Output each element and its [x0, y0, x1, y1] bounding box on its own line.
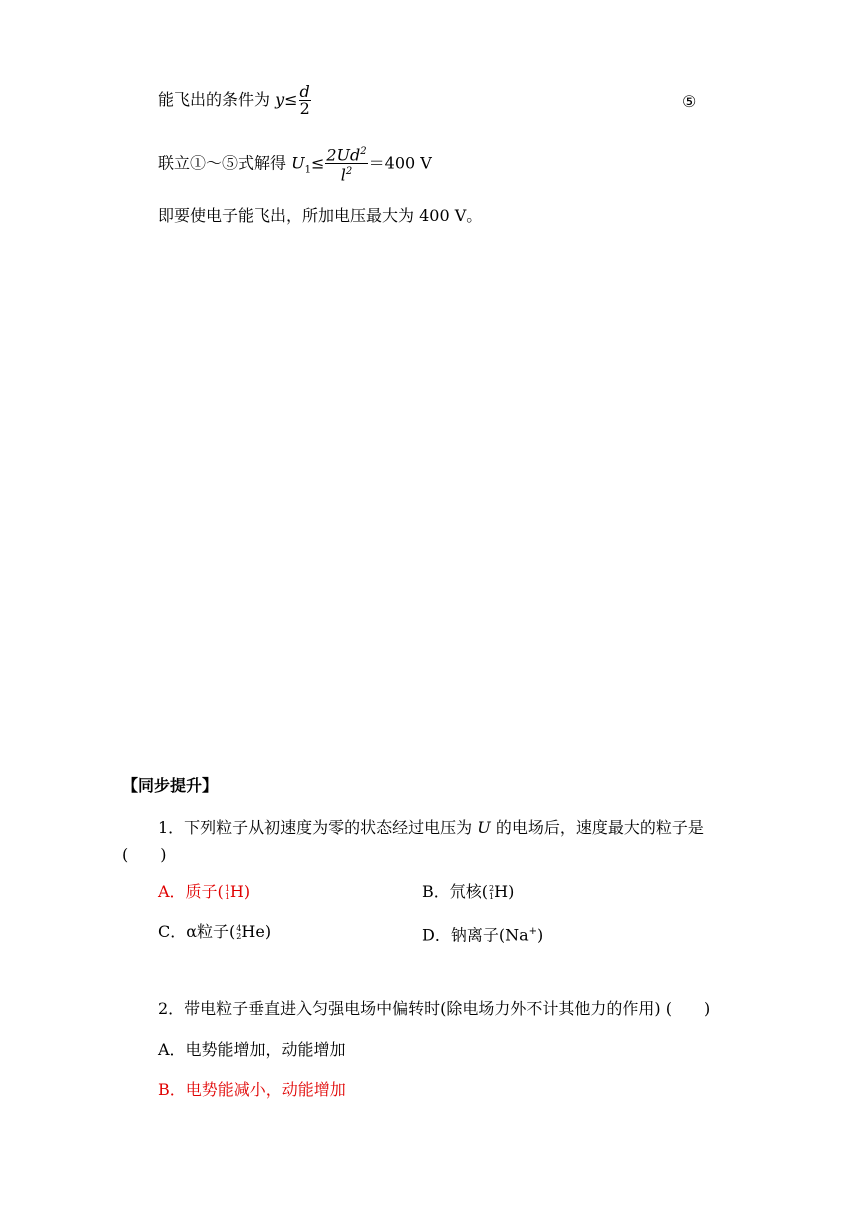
option-d-text: D．钠离子(Na: [422, 925, 529, 945]
atomic-number: 1: [224, 891, 230, 901]
condition-fraction: [299, 84, 311, 117]
ion-charge: +: [528, 926, 538, 937]
q1-stem-variable: U: [477, 818, 491, 837]
option-d-suffix: ): [537, 925, 544, 945]
combine-fraction: [325, 144, 367, 184]
combine-operator: ≤: [310, 153, 325, 173]
option-c-symbol: He): [241, 922, 272, 941]
combine-subscript: 1: [304, 164, 311, 176]
section-title: 【同步提升】: [122, 776, 219, 795]
condition-variable: y: [275, 90, 285, 109]
atomic-number: 1: [489, 891, 495, 901]
combine-line: [158, 144, 432, 184]
q1-option-a[interactable]: [158, 882, 250, 902]
q1-option-c[interactable]: [158, 922, 271, 942]
condition-line: [158, 84, 312, 117]
mass-number: 1: [224, 883, 230, 893]
option-b-text: B．氘核(: [422, 882, 489, 901]
q2-option-a[interactable]: A．电势能增加，动能增加: [158, 1040, 346, 1059]
fraction-denominator: [325, 164, 367, 183]
denominator-exponent: 2: [345, 166, 353, 178]
mass-number: 2: [489, 883, 495, 893]
q1-option-b[interactable]: [422, 882, 514, 902]
combine-variable: U: [291, 153, 305, 173]
denominator-text: l: [340, 165, 346, 185]
combine-result: ＝400 V: [368, 153, 432, 173]
conclusion-line: 即要使电子能飞出，所加电压最大为 400 V。: [158, 206, 483, 225]
numerator-exponent: 2: [360, 146, 367, 157]
fraction-numerator: d: [299, 82, 310, 101]
option-a-symbol: H): [229, 882, 251, 901]
q1-stem-part-b: 的电场后，速度最大的粒子是: [490, 818, 704, 837]
q2-stem: 2．带电粒子垂直进入匀强电场中偏转时(除电场力外不计其他力的作用) ( ): [158, 999, 711, 1018]
fraction-denominator: 2: [299, 99, 310, 118]
q1-answer-paren: ( ): [122, 845, 167, 864]
q1-stem-part-a: 1．下列粒子从初速度为零的状态经过电压为: [158, 818, 478, 837]
combine-text: 联立①～⑤式解得: [158, 153, 292, 173]
condition-text: 能飞出的条件为: [158, 90, 276, 109]
option-c-text: C．α粒子(: [158, 922, 236, 941]
option-b-symbol: H): [494, 882, 515, 901]
numerator-text: 2Ud: [326, 145, 361, 165]
fraction-numerator: [325, 144, 367, 164]
q2-option-b[interactable]: B．电势能减小，动能增加: [158, 1080, 346, 1099]
condition-operator: ≤: [284, 90, 298, 109]
option-a-text: A．质子(: [158, 882, 224, 901]
q1-stem: [158, 818, 704, 838]
atomic-number: 2: [236, 931, 242, 941]
q1-option-d[interactable]: [422, 922, 543, 945]
mass-number: 4: [236, 923, 242, 933]
equation-tag: ⑤: [682, 92, 697, 111]
